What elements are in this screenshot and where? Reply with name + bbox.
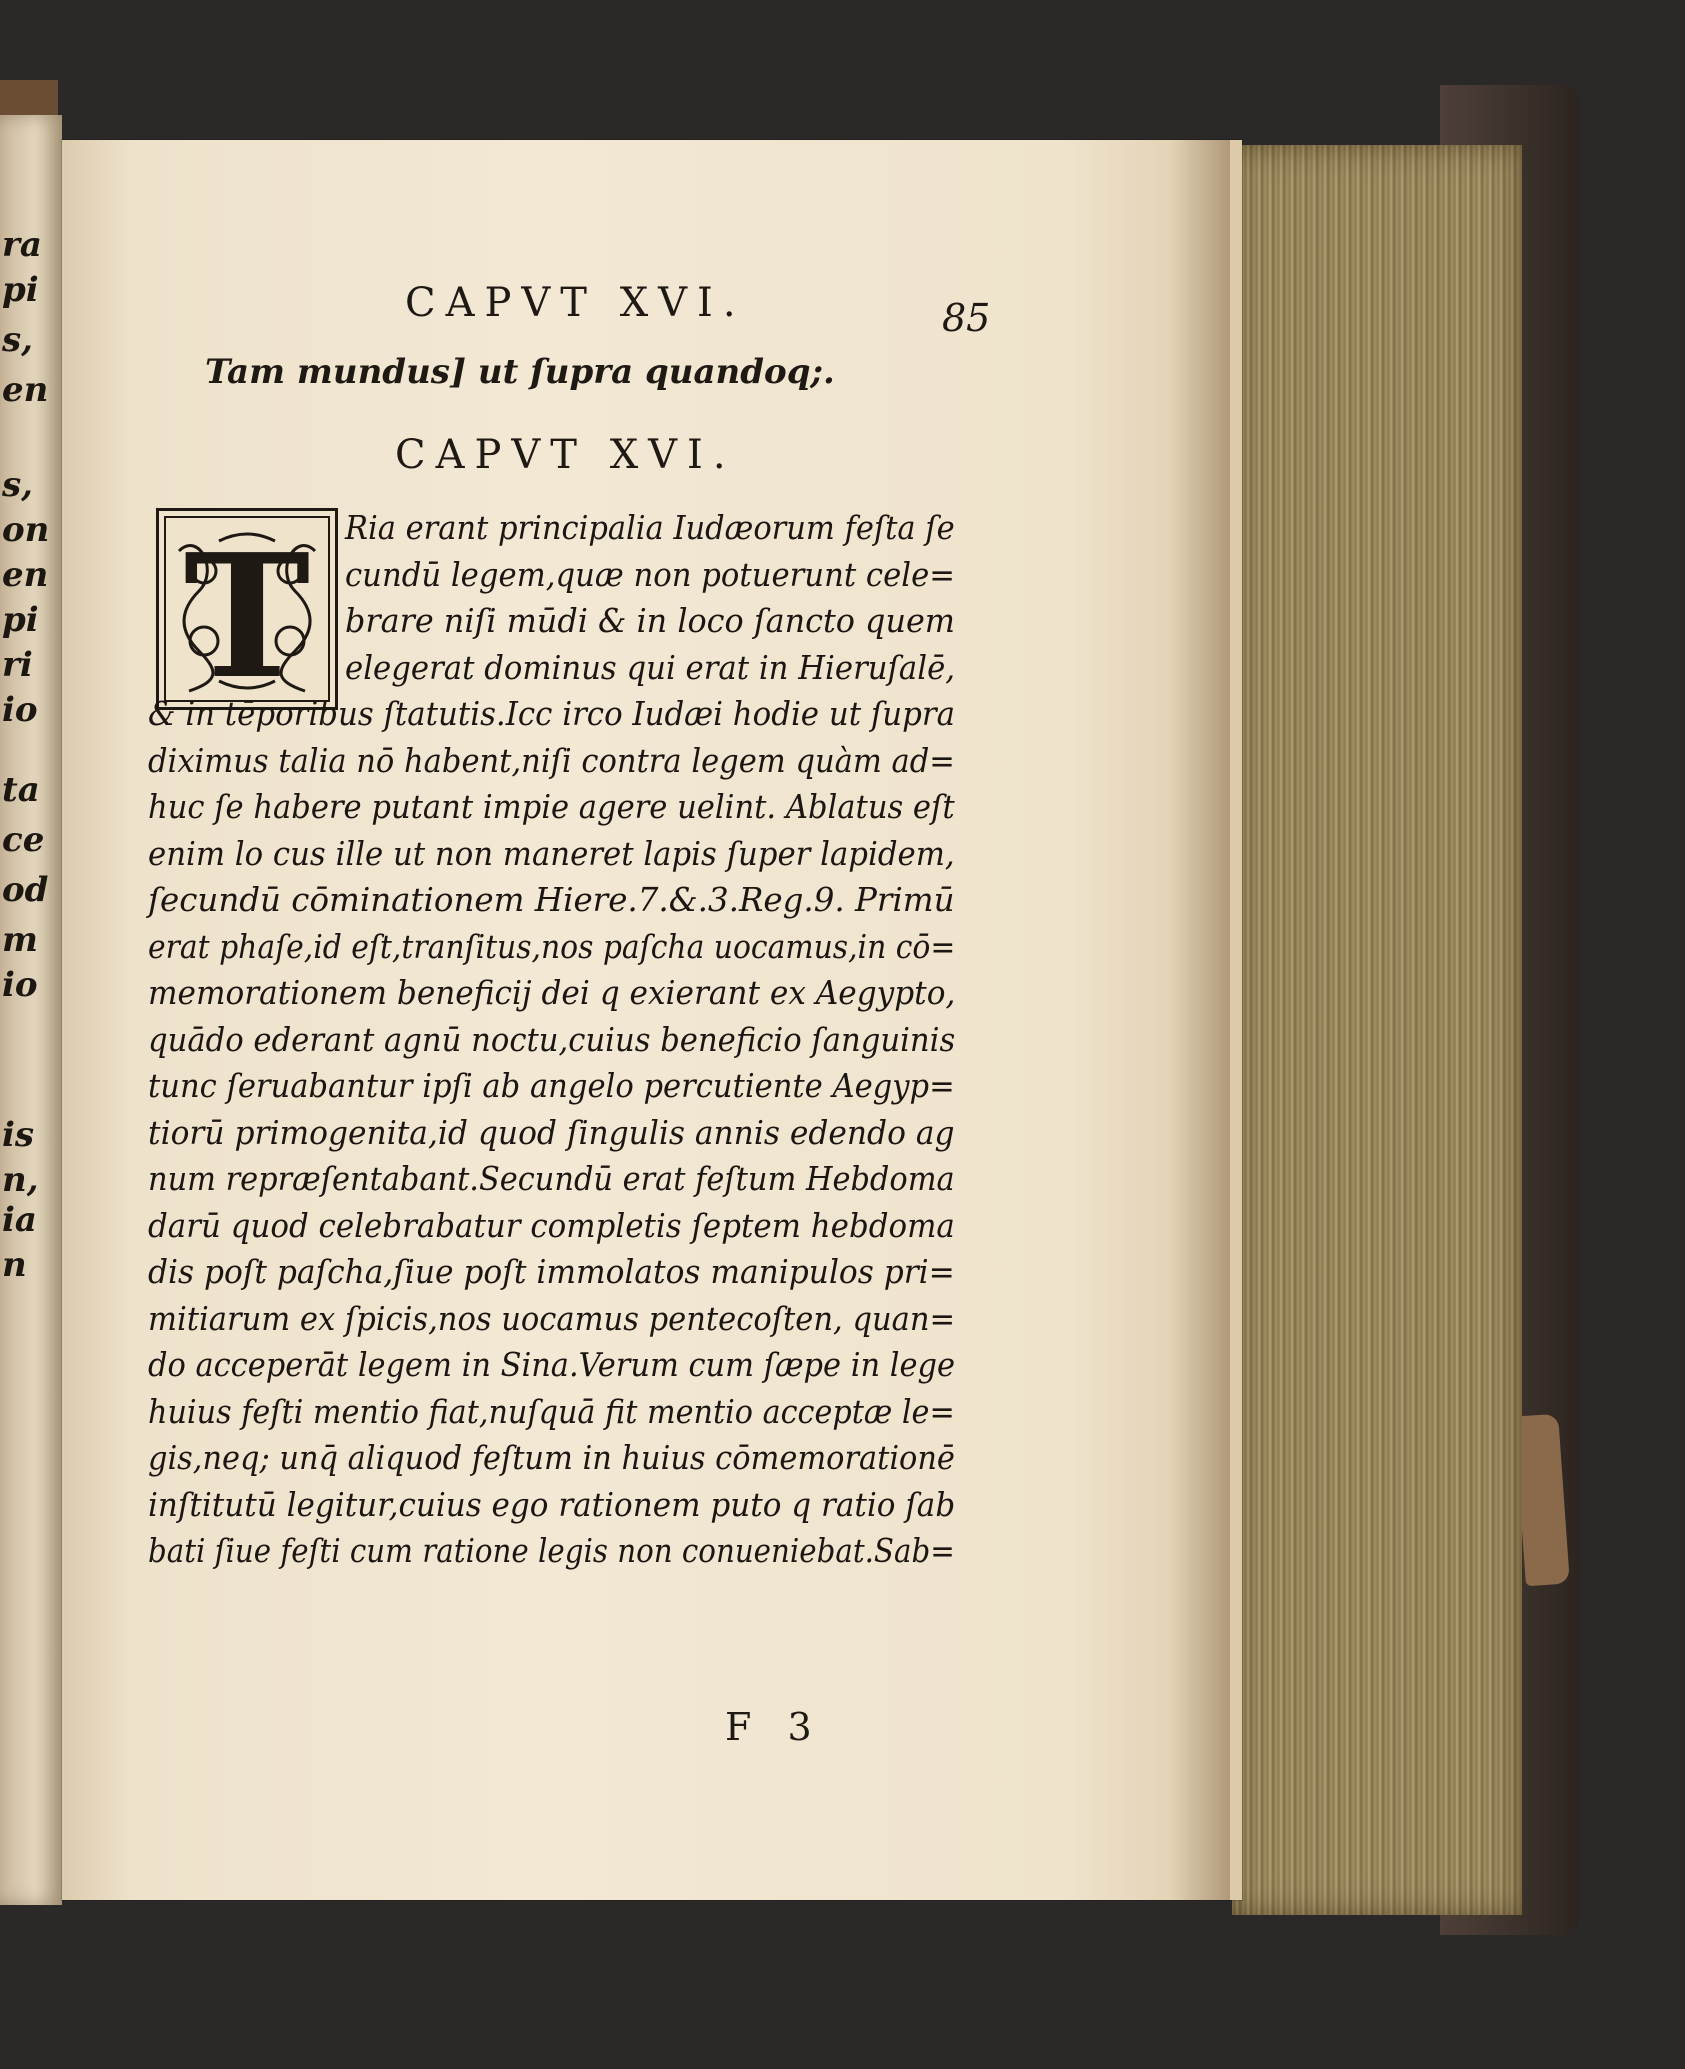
text-line: inſtitutū legitur,cuius ego rationem puto q ratio ſab: [148, 1484, 956, 1524]
margin-fragment: ri: [2, 645, 33, 685]
margin-fragment: s,: [2, 465, 33, 505]
text-line: do acceperāt legem in Sina.Verum cum ſæpe in lege: [148, 1345, 955, 1384]
page-number: 85: [942, 296, 991, 340]
text-line: & in tēporibus ſtatutis.Icc irco Iudæi hodie ut ſupra: [148, 694, 955, 733]
text-line: tiorū primogenita,id quod ſingulis annis edendo ag: [148, 1112, 955, 1152]
margin-fragment: n: [2, 1245, 27, 1285]
margin-fragment: is: [2, 1115, 35, 1155]
margin-fragment: en: [2, 555, 49, 595]
margin-fragment: en: [2, 370, 49, 410]
text-line: enim lo cus ille ut non maneret lapis ſuper lapidem,: [148, 833, 955, 873]
text-line: diximus talia nō habent,niſi contra legem quàm ad=: [148, 740, 955, 780]
text-line: gis,neq; unq̄ aliquod feſtum in huius cōmemorationē: [148, 1438, 955, 1477]
text-line: ſecundū cōminationem Hiere.7.&.3.Reg.9. Primū: [148, 880, 955, 919]
text-line: bati ſiue feſti cum ratione legis non conueniebat.Sab=: [148, 1531, 955, 1570]
text-line: quādo ederant agnū noctu,cuius beneficio ſanguinis: [148, 1019, 956, 1059]
text-line: dis poſt paſcha,ſiue poſt immolatos manipulos pri=: [148, 1252, 955, 1291]
margin-fragment: io: [2, 690, 38, 730]
margin-fragment: pi: [2, 600, 39, 640]
margin-fragment: pi: [2, 270, 39, 310]
ornament-icon: [159, 511, 335, 707]
decorated-initial: [156, 508, 338, 710]
margin-fragment: od: [2, 870, 49, 910]
page-gutter-shadow: [1170, 140, 1230, 1900]
signature-mark: F 3: [725, 1705, 824, 1749]
text-line: elegerat dominus qui erat in Hieruſalē,: [345, 647, 956, 687]
text-line: memorationem beneficij dei q exierant ex Aegypto,: [148, 973, 956, 1012]
text-line: Ria erant principalia Iudæorum feſta ſe: [345, 508, 955, 547]
margin-fragment: s,: [2, 320, 33, 360]
text-line: huc ſe habere putant impie agere uelint. Ablatus eſt: [148, 787, 955, 826]
running-head: CAPVT XVI.: [405, 280, 746, 326]
initial-letter: T: [183, 517, 311, 707]
text-line: darū quod celebrabatur completis ſeptem hebdoma: [148, 1205, 955, 1245]
margin-fragment: on: [2, 510, 50, 550]
margin-fragment: io: [2, 965, 38, 1005]
margin-fragment: n,: [2, 1160, 39, 1200]
margin-fragment: ce: [2, 820, 45, 860]
text-line: huius feſti mentio fiat,nuſquā fit mentio acceptæ le=: [148, 1391, 955, 1431]
page-edges: [1232, 145, 1522, 1915]
previous-page-edge: [0, 115, 62, 1905]
chapter-title: CAPVT XVI.: [395, 432, 736, 478]
margin-fragment: m: [2, 920, 38, 960]
text-line: tunc ſeruabantur ipſi ab angelo percutiente Aegyp=: [148, 1066, 955, 1105]
text-line: cundū legem,quæ non potuerunt cele=: [345, 554, 955, 594]
margin-fragment: ta: [2, 770, 40, 810]
text-line: erat phaſe,id eſt,tranſitus,nos paſcha uocamus,in cō=: [148, 926, 956, 966]
margin-fragment: ra: [2, 225, 42, 265]
text-line: mitiarum ex ſpicis,nos uocamus pentecoſten, quan=: [148, 1298, 956, 1338]
text-line: num repræſentabant.Secundū erat feſtum Hebdoma: [148, 1159, 955, 1198]
text-line: brare niſi mūdi & in loco ſancto quem: [345, 601, 956, 640]
margin-fragment: ia: [2, 1200, 37, 1240]
catchline: Tam mundus] ut ſupra quandoq;.: [205, 352, 835, 392]
